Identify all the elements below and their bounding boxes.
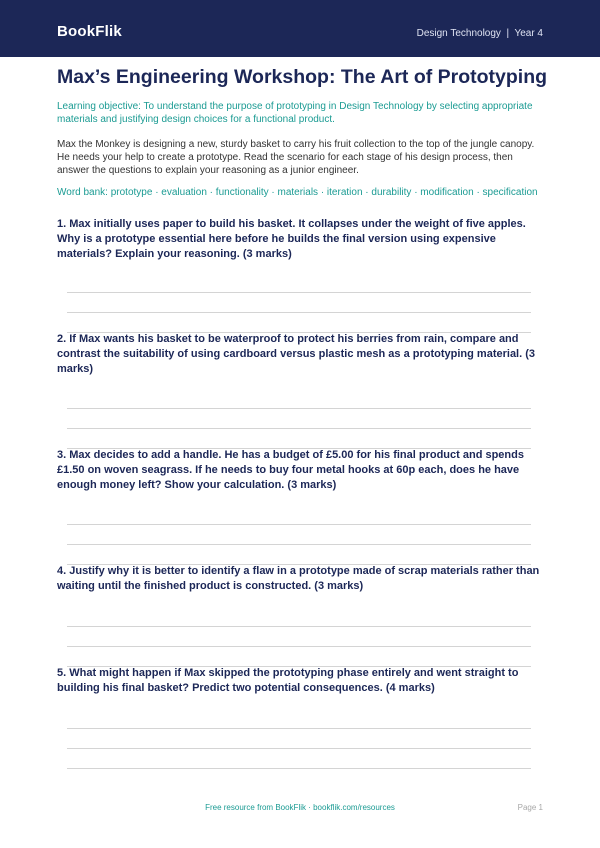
brand-logo-text: BookFlik: [57, 23, 122, 40]
subject-year-label: Design Technology | Year 4: [416, 28, 543, 39]
learning-objective: Learning objective: To understand the purpose of prototyping in Design Technology by selecting appropriate materials and justifying design choices for a functional product.: [57, 101, 533, 125]
answer-line[interactable]: [67, 312, 531, 313]
answer-line[interactable]: [67, 408, 531, 409]
page-header: [0, 0, 600, 57]
question-5: 5. What might happen if Max skipped the prototyping phase entirely and went straight to building his final basket? Predict two potential consequences. (4 marks): [57, 667, 519, 694]
page-number: Page 1: [517, 803, 543, 812]
answer-line[interactable]: [67, 728, 531, 729]
answer-line[interactable]: [67, 544, 531, 545]
question-2: 2. If Max wants his basket to be waterproof to protect his berries from rain, compare and contrast the suitability of using cardboard versus plastic mesh as a prototyping material. (3 marks): [57, 333, 536, 375]
answer-line[interactable]: [67, 626, 531, 627]
footer-resource-link[interactable]: Free resource from BookFlik · bookflik.com/resources: [205, 803, 395, 812]
scenario-intro: Max the Monkey is designing a new, sturdy basket to carry his fruit collection to the top of the jungle canopy. He needs your help to create a prototype. Read the scenario for each stage of his design process, then answer the questions to explain your reasoning as a junior engineer.: [57, 139, 535, 176]
question-4: 4. Justify why it is better to identify a flaw in a prototype made of scrap materials rather than waiting until the finished product is constructed. (3 marks): [57, 565, 540, 592]
answer-line[interactable]: [67, 524, 531, 525]
answer-line[interactable]: [67, 768, 531, 769]
answer-line[interactable]: [67, 428, 531, 429]
word-bank: Word bank: prototype · evaluation · functionality · materials · iteration · durability · modification · specification: [57, 187, 538, 198]
answer-line[interactable]: [67, 646, 531, 647]
answer-line[interactable]: [67, 748, 531, 749]
question-1: 1. Max initially uses paper to build his basket. It collapses under the weight of five apples. Why is a prototype essential here before he builds the final version using expensive materials? Explain your reasoning. (3 marks): [57, 218, 526, 260]
worksheet-title: Max’s Engineering Workshop: The Art of Prototyping: [57, 66, 548, 88]
answer-line[interactable]: [67, 292, 531, 293]
question-3: 3. Max decides to add a handle. He has a budget of £5.00 for his final product and spends £1.50 on woven seagrass. If he needs to buy four metal hooks at 60p each, does he have enough money left? Show your calculation. (3 marks): [57, 449, 524, 491]
